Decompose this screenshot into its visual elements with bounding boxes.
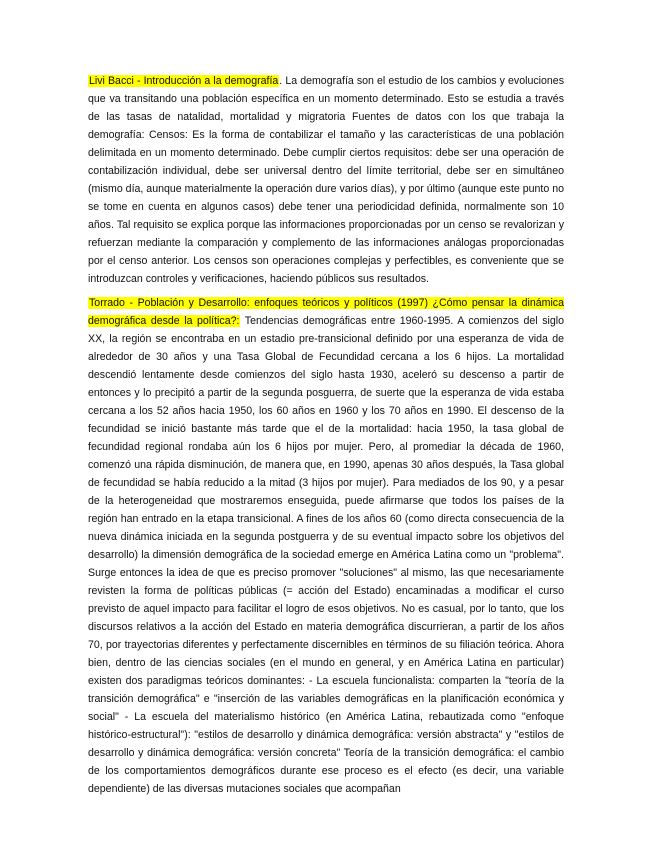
paragraph-torrado	[88, 294, 564, 798]
paragraph-body: . La demografía son el estudio de los cambios y evoluciones que va transitando una población específica en un momento determinado. Esto se estudia a través de las tasas de natalidad, mortalidad y migratoria Fuentes de datos con los que trabaja la demografía: Censos: Es la forma de contabilizar el tamaño y las características de una población delimitada en un momento determinado. Debe cumplir ciertos requisitos: debe ser una operación de contabilización individual, debe ser universal dentro del límite territorial, debe ser en simultáneo (mismo día, aunque materialmente la operación dure varios días), y por último (aunque este punto no se tome en cuenta en algunos casos) debe tener una periodicidad definida, normalmente son 10 años. Tal requisito se explica porque las informaciones proporcionadas por un censo se revalorizan y refuerzan mediante la comparación y complemento de las informaciones análogas proporcionadas por el censo anterior. Los censos son operaciones complejas y perfectibles, es conveniente que se introduzcan controles y verificaciones, haciendo públicos sus resultados.	[88, 75, 564, 285]
document-page	[88, 72, 564, 804]
highlighted-heading: Livi Bacci - Introducción a la demografía	[89, 75, 279, 87]
paragraph-body: Tendencias demográficas entre 1960-1995. A comienzos del siglo XX, la región se encontraba en un estadio pre-transicional definido por una esperanza de vida de alrededor de 30 años y una Tasa Global de Fecundidad cercana a los 6 hijos. La mortalidad descendió lentamente desde comienzos del siglo hasta 1930, aceleró su descenso a partir de entonces y lo precipitó a partir de la segunda posguerra, de suerte que la esperanza de vida estaba cercana a los 52 años hacia 1950, los 60 años en 1960 y los 70 años en 1990. El descenso de la fecundidad se inició bastante más tarde que el de la mortalidad: hacia 1950, la tasa global de fecundidad regional rondaba aún los 6 hijos por mujer. Pero, al promediar la década de 1960, comenzó una rápida disminución, de manera que, en 1990, apenas 30 años después, la Tasa global de fecundidad se había reducido a la mitad (3 hijos por mujer). Para mediados de los 90, y a pesar de la heterogeneidad que mostraremos enseguida, puede afirmarse que todos los países de la región han entrado en la etapa transicional. A fines de los años 60 (como directa consecuencia de la nueva dinámica iniciada en la segunda postguerra y de su eventual impacto sobre los objetivos del desarrollo) la dimensión demográfica de la sociedad emerge en América Latina como un "problema". Surge entonces la idea de que es preciso promover "soluciones" al mismo, las que necesariamente revisten la forma de políticas públicas (= acción del Estado) encaminadas a modificar el curso previsto de aquel impacto para facilitar el logro de esos objetivos. No es casual, por lo tanto, que los discursos relativos a la acción del Estado en materia demográfica discurrieran, a partir de los años 70, por trayectorias diferentes y perfectamente discernibles en términos de su filiación teórica. Ahora bien, dentro de las ciencias sociales (en el mundo en general, y en América Latina en particular) existen dos paradigmas teóricos dominantes: - La escuela funcionalista: comparten la "teoría de la transición demográfica" e "inserción de las variables demográficas en la planificación económica y social" - La escuela del materialismo histórico (en América Latina, rebautizada como "enfoque histórico-estructural"): "estilos de desarrollo y dinámica demográfica: versión abstracta" y "estilos de desarrollo y dinámica demográfica: versión concreta" Teoría de la transición demográfica: el cambio de los comportamientos demográficos durante ese proceso es el efecto (es decir, una variable dependiente) de las diversas mutaciones sociales que acompañan	[88, 315, 564, 795]
highlighted-heading: Torrado - Población y Desarrollo: enfoques teóricos y políticos (1997) ¿Cómo pensar la dinámica demográfica desde la política?:	[88, 297, 564, 327]
paragraph-livi-bacci	[88, 72, 564, 288]
